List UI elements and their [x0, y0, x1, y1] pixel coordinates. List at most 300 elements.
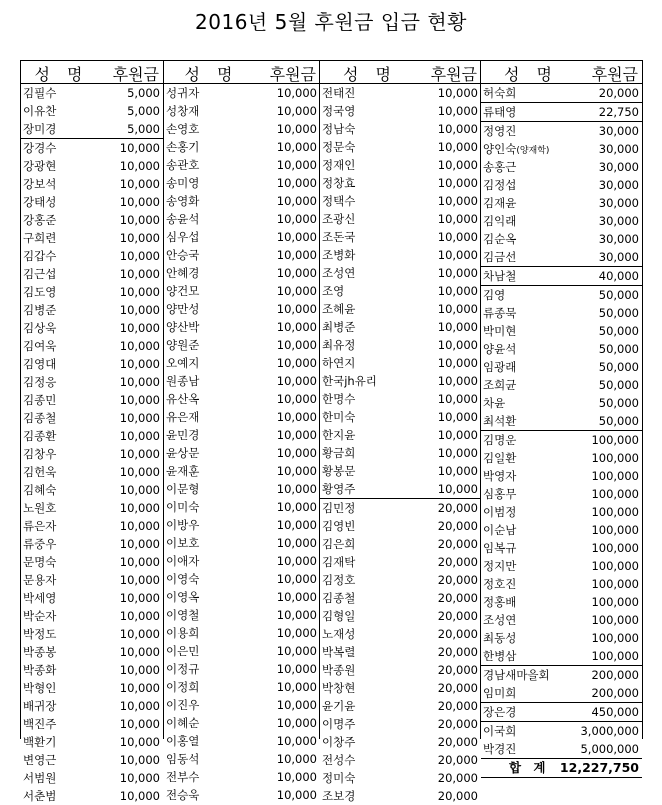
donation-amount: 20,000: [437, 519, 478, 533]
donor-name: 박형인: [23, 681, 57, 695]
table-row: [481, 102, 642, 121]
donation-amount: 10,000: [437, 356, 478, 370]
donation-amount: 10,000: [276, 140, 317, 154]
donation-amount: 10,000: [119, 141, 160, 155]
table-row: [320, 372, 481, 390]
donor-name: 이혜순: [166, 716, 200, 730]
donor-name: 박정도: [23, 627, 57, 641]
donor-name: 정문숙: [322, 140, 356, 154]
table-row: [481, 647, 642, 665]
table-row: [481, 721, 642, 740]
table-row: [481, 503, 642, 521]
donation-amount: 20,000: [437, 735, 478, 749]
donation-amount: 10,000: [437, 428, 478, 442]
donor-name: 김근섭: [23, 267, 57, 281]
column-header: [320, 61, 481, 84]
donation-amount: 10,000: [119, 717, 160, 731]
donation-amount: 30,000: [598, 250, 639, 264]
donation-amount: 10,000: [276, 752, 317, 766]
table-row: [481, 665, 642, 684]
table-row: [481, 212, 642, 230]
table-row: [481, 521, 642, 539]
table-row: [21, 643, 163, 661]
donor-name: 양만성: [166, 302, 200, 316]
donor-name: 김영대: [23, 357, 57, 371]
donation-amount: 10,000: [276, 698, 317, 712]
donor-name: 성창재: [166, 104, 200, 118]
donor-name: 김익래: [483, 214, 517, 228]
table-row: [320, 787, 481, 805]
table-row: [21, 391, 163, 409]
table-row: [164, 678, 320, 696]
donor-name: 이정희: [166, 680, 200, 694]
total-amount: 12,227,750: [559, 760, 639, 775]
table-row: [320, 318, 481, 336]
donor-name: 이방우: [166, 518, 200, 532]
table-row: [481, 340, 642, 358]
donor-name: 원종남: [166, 374, 200, 388]
table-row: [21, 589, 163, 607]
donation-amount: 10,000: [276, 788, 317, 802]
donor-name: 김일환: [483, 451, 517, 465]
donor-name: 정창효: [322, 176, 356, 190]
donation-amount: 10,000: [437, 122, 478, 136]
donation-amount: 50,000: [598, 288, 639, 302]
table-row: [164, 300, 320, 318]
donor-name: 안혜경: [166, 266, 200, 280]
donation-amount: 20,000: [437, 537, 478, 551]
donation-amount: 10,000: [437, 320, 478, 334]
table-row: [320, 120, 481, 138]
donor-name: 김종철: [23, 411, 57, 425]
donation-amount: 10,000: [276, 374, 317, 388]
table-row: [21, 427, 163, 445]
donor-name: 정영진: [483, 124, 517, 138]
donation-amount: 10,000: [276, 158, 317, 172]
donor-name: 이영옥: [166, 590, 200, 604]
donation-amount: 10,000: [276, 320, 317, 334]
donation-amount: 100,000: [591, 631, 639, 645]
donation-amount: 10,000: [119, 789, 160, 803]
donation-amount: 100,000: [591, 577, 639, 591]
table-row: [21, 499, 163, 517]
table-row: [481, 304, 642, 322]
table-row: [481, 376, 642, 394]
donor-name: 오예지: [166, 356, 200, 370]
donation-amount: 10,000: [119, 735, 160, 749]
donor-name: 이명주: [322, 717, 356, 731]
table-row: [320, 517, 481, 535]
donor-name: 허숙희: [483, 86, 517, 100]
donor-name: 유산옥: [166, 392, 200, 406]
donation-amount: 40,000: [598, 269, 639, 283]
donation-amount: 20,000: [437, 717, 478, 731]
donation-amount: 10,000: [119, 555, 160, 569]
table-row: [481, 358, 642, 376]
donation-amount: 200,000: [591, 686, 639, 700]
table-row: [164, 534, 320, 552]
donor-name: 송홍근: [483, 160, 517, 174]
donor-name: 장은경: [483, 705, 517, 719]
table-row: [21, 301, 163, 319]
donation-amount: 50,000: [598, 342, 639, 356]
table-row: [481, 230, 642, 248]
table-row: [21, 319, 163, 337]
donation-amount: 100,000: [591, 469, 639, 483]
donation-amount: 10,000: [276, 104, 317, 118]
donor-name: 이보호: [166, 536, 200, 550]
table-row: [21, 175, 163, 193]
donation-amount: 30,000: [598, 124, 639, 138]
donor-name: 김종환: [23, 429, 57, 443]
donor-name: 김정응: [23, 375, 57, 389]
donor-name: 박종화: [23, 663, 57, 677]
donation-amount: 30,000: [598, 142, 639, 156]
donor-name: 이용희: [166, 626, 200, 640]
donor-name: 이은민: [166, 644, 200, 658]
donor-name: 이창주: [322, 735, 356, 749]
donor-name: 박순자: [23, 609, 57, 623]
table-row: [320, 643, 481, 661]
table-row: [21, 84, 163, 102]
donor-name: 김상욱: [23, 321, 57, 335]
donation-amount: 3,000,000: [580, 724, 639, 738]
table-row: [164, 750, 320, 768]
table-row: [164, 174, 320, 192]
table-row: [21, 553, 163, 571]
donor-name: 류태영: [483, 105, 517, 119]
donation-amount: 20,000: [437, 555, 478, 569]
donor-name: 윤민경: [166, 428, 200, 442]
donation-amount: 10,000: [276, 518, 317, 532]
table-row: [320, 282, 481, 300]
table-row: [21, 607, 163, 625]
donation-amount: 20,000: [437, 591, 478, 605]
donor-name: 양산박: [166, 320, 200, 334]
table-row: [21, 751, 163, 769]
table-row: [164, 642, 320, 660]
donation-amount: 10,000: [119, 681, 160, 695]
header-amount-label: 후원금: [112, 65, 159, 84]
donation-amount: 10,000: [437, 374, 478, 388]
donor-name: 황영주: [322, 482, 356, 496]
table-row: [21, 661, 163, 679]
donation-amount: 10,000: [119, 177, 160, 191]
page-title: 2016년 5월 후원금 입금 현황: [195, 10, 467, 34]
column-header: [164, 61, 320, 84]
donation-amount: 10,000: [276, 176, 317, 190]
donation-amount: 10,000: [119, 213, 160, 227]
table-row: [164, 480, 320, 498]
table-row: [320, 715, 481, 733]
table-row: [481, 684, 642, 702]
table-row: [164, 660, 320, 678]
table-row: [164, 768, 320, 786]
column-header: [481, 61, 642, 84]
donation-amount: 10,000: [437, 194, 478, 208]
table-row: [21, 337, 163, 355]
donor-name: 전성수: [322, 753, 356, 767]
donor-name: 조영: [322, 284, 345, 298]
donation-amount: 10,000: [276, 212, 317, 226]
donation-amount: 10,000: [276, 446, 317, 460]
donor-name: 심우섭: [166, 230, 200, 244]
donation-amount: 10,000: [119, 519, 160, 533]
donor-name: 김금선: [483, 250, 517, 264]
donor-name: 정재인: [322, 158, 356, 172]
donor-name: 조성연: [483, 613, 517, 627]
donor-name: 전태진: [322, 86, 356, 100]
column-header: [21, 61, 163, 84]
table-row: [164, 444, 320, 462]
donation-amount: 50,000: [598, 306, 639, 320]
donation-amount: 10,000: [437, 104, 478, 118]
donation-amount: 20,000: [437, 627, 478, 641]
donation-amount: 10,000: [276, 302, 317, 316]
table-row: [21, 535, 163, 553]
table-row: [164, 84, 320, 102]
donation-amount: 50,000: [598, 360, 639, 374]
donor-name: 황봉문: [322, 464, 356, 478]
donor-name: 김필수: [23, 86, 57, 100]
donation-amount: 10,000: [276, 536, 317, 550]
donation-amount: 10,000: [276, 284, 317, 298]
donor-name: 김여욱: [23, 339, 57, 353]
header-amount-label: 후원금: [591, 65, 638, 84]
table-row: [320, 571, 481, 589]
donation-amount: 200,000: [591, 668, 639, 682]
donor-name: 서춘범: [23, 789, 57, 803]
donor-name: 송영화: [166, 194, 200, 208]
donation-amount: 10,000: [437, 230, 478, 244]
donor-name: 이미숙: [166, 500, 200, 514]
donation-amount: 10,000: [119, 645, 160, 659]
donor-name: 김재윤: [483, 196, 517, 210]
donation-amount: 10,000: [276, 644, 317, 658]
table-row: [320, 354, 481, 372]
table-column-4: [480, 61, 642, 775]
donation-amount: 50,000: [598, 378, 639, 392]
donation-amount: 10,000: [119, 771, 160, 785]
donor-name: 구희련: [23, 231, 57, 245]
donor-name: 강보석: [23, 177, 57, 191]
donor-name: 양건모: [166, 284, 200, 298]
donor-name: 노재성: [322, 627, 356, 641]
header-name-label: 성 명: [34, 65, 89, 84]
donor-name: 양윤석: [483, 342, 517, 356]
donor-name: 송윤석: [166, 212, 200, 226]
table-row: [164, 228, 320, 246]
donation-amount: 100,000: [591, 595, 639, 609]
donation-amount: 100,000: [591, 649, 639, 663]
donor-name: 정택수: [322, 194, 356, 208]
donation-amount: 10,000: [276, 500, 317, 514]
table-row: [164, 624, 320, 642]
donation-amount: 10,000: [276, 86, 317, 100]
donor-name: 박복렬: [322, 645, 356, 659]
donor-name: 송관호: [166, 158, 200, 172]
donation-amount: 50,000: [598, 396, 639, 410]
table-row: [320, 535, 481, 553]
donation-amount: 10,000: [276, 608, 317, 622]
donation-amount: 10,000: [276, 662, 317, 676]
donor-name: 김갑수: [23, 249, 57, 263]
donor-name: 조돈국: [322, 230, 356, 244]
donation-amount: 20,000: [437, 699, 478, 713]
donor-name: 한지윤: [322, 428, 356, 442]
donation-amount: 10,000: [119, 159, 160, 173]
donor-name: 김병준: [23, 303, 57, 317]
table-row: [21, 265, 163, 283]
table-row: [481, 611, 642, 629]
donor-name: 정남숙: [322, 122, 356, 136]
donation-amount: 100,000: [591, 433, 639, 447]
donation-amount: 30,000: [598, 160, 639, 174]
donor-name: 이홍열: [166, 734, 200, 748]
donor-name: 이애자: [166, 554, 200, 568]
donation-amount: 5,000,000: [580, 742, 639, 756]
donor-name: 양원준: [166, 338, 200, 352]
table-row: [164, 426, 320, 444]
donation-amount: 10,000: [119, 483, 160, 497]
donation-amount: 10,000: [276, 734, 317, 748]
donation-amount: 20,000: [437, 501, 478, 515]
donor-name: 조성연: [322, 266, 356, 280]
donation-amount: 10,000: [276, 464, 317, 478]
table-row: [320, 192, 481, 210]
donation-amount: 10,000: [119, 429, 160, 443]
donation-amount: 10,000: [119, 609, 160, 623]
donor-name: 이국희: [483, 724, 517, 738]
donor-name: 경남새마을회: [483, 668, 550, 682]
donation-amount: 10,000: [437, 266, 478, 280]
donor-name: 장미경: [23, 122, 57, 136]
header-name-label: 성 명: [504, 65, 558, 84]
donor-name: 김종철: [322, 591, 356, 605]
table-row: [164, 318, 320, 336]
donation-amount: 10,000: [276, 356, 317, 370]
table-row: [320, 174, 481, 192]
donation-amount: 10,000: [437, 212, 478, 226]
donation-amount: 20,000: [437, 573, 478, 587]
table-row: [481, 702, 642, 721]
donation-amount: 10,000: [276, 230, 317, 244]
donation-amount: 10,000: [119, 591, 160, 605]
table-row: [164, 588, 320, 606]
donation-amount: 20,000: [437, 609, 478, 623]
table-row: [481, 539, 642, 557]
table-row: [481, 285, 642, 304]
donation-amount: 30,000: [598, 214, 639, 228]
table-row: [320, 733, 481, 751]
donor-name: 한명수: [322, 392, 356, 406]
donor-name: 류중우: [23, 537, 57, 551]
table-row: [481, 449, 642, 467]
table-row: [481, 557, 642, 575]
donation-amount: 5,000: [127, 104, 160, 118]
table-row: [164, 606, 320, 624]
donor-name: 박세영: [23, 591, 57, 605]
table-row: [320, 408, 481, 426]
donor-name: 윤재훈: [166, 464, 200, 478]
donor-name: 정홍배: [483, 595, 517, 609]
table-row: [481, 412, 642, 430]
table-row: [164, 336, 320, 354]
donor-name: 정국영: [322, 104, 356, 118]
header-name-label: 성 명: [343, 65, 397, 84]
donor-name: 박경진: [483, 742, 517, 756]
donation-amount: 10,000: [276, 572, 317, 586]
table-row: [164, 516, 320, 534]
donor-name: 조병화: [322, 248, 356, 262]
donor-name: 김영: [483, 288, 506, 302]
table-row: [21, 355, 163, 373]
table-row: [481, 194, 642, 212]
donor-name: 이유찬: [23, 104, 57, 118]
header-name-label: 성 명: [184, 65, 239, 84]
donor-name: 임동석: [166, 752, 200, 766]
donor-name: 이진우: [166, 698, 200, 712]
donation-amount: 10,000: [276, 626, 317, 640]
table-row: [21, 102, 163, 120]
table-row: [320, 228, 481, 246]
donor-name: 임복규: [483, 541, 517, 555]
table-row: [164, 498, 320, 516]
table-row: [320, 336, 481, 354]
table-row: [21, 697, 163, 715]
donor-name: 박종원: [322, 663, 356, 677]
table-row: [481, 394, 642, 412]
table-row: [21, 211, 163, 229]
donation-amount: 100,000: [591, 613, 639, 627]
donor-name: 강경수: [23, 141, 57, 155]
donation-amount: 10,000: [276, 428, 317, 442]
donor-name: 한미숙: [322, 410, 356, 424]
donor-name: 김재탁: [322, 555, 356, 569]
donor-name: 김종민: [23, 393, 57, 407]
table-row: [164, 282, 320, 300]
table-row: [164, 462, 320, 480]
donation-amount: 10,000: [276, 266, 317, 280]
table-row: [21, 517, 163, 535]
donation-amount: 50,000: [598, 414, 639, 428]
table-row: [164, 390, 320, 408]
donation-amount: 10,000: [276, 680, 317, 694]
table-row: [21, 283, 163, 301]
donor-name: 최동성: [483, 631, 517, 645]
table-row: [320, 589, 481, 607]
donation-amount: 10,000: [437, 446, 478, 460]
donation-amount: 10,000: [276, 122, 317, 136]
table-row: [21, 138, 163, 157]
table-row: [320, 751, 481, 769]
table-row: [320, 444, 481, 462]
table-row: [21, 571, 163, 589]
table-row: [164, 714, 320, 732]
table-row: [21, 679, 163, 697]
donation-amount: 10,000: [276, 716, 317, 730]
donor-name: 차윤: [483, 396, 506, 410]
donation-amount: 10,000: [119, 357, 160, 371]
donation-amount: 10,000: [119, 447, 160, 461]
donor-name: 박종봉: [23, 645, 57, 659]
table-row: [481, 158, 642, 176]
donation-amount: 10,000: [437, 392, 478, 406]
donor-name: 최병준: [322, 320, 356, 334]
donor-name: 김정섭: [483, 178, 517, 192]
donation-amount: 10,000: [276, 482, 317, 496]
donation-amount: 20,000: [437, 681, 478, 695]
